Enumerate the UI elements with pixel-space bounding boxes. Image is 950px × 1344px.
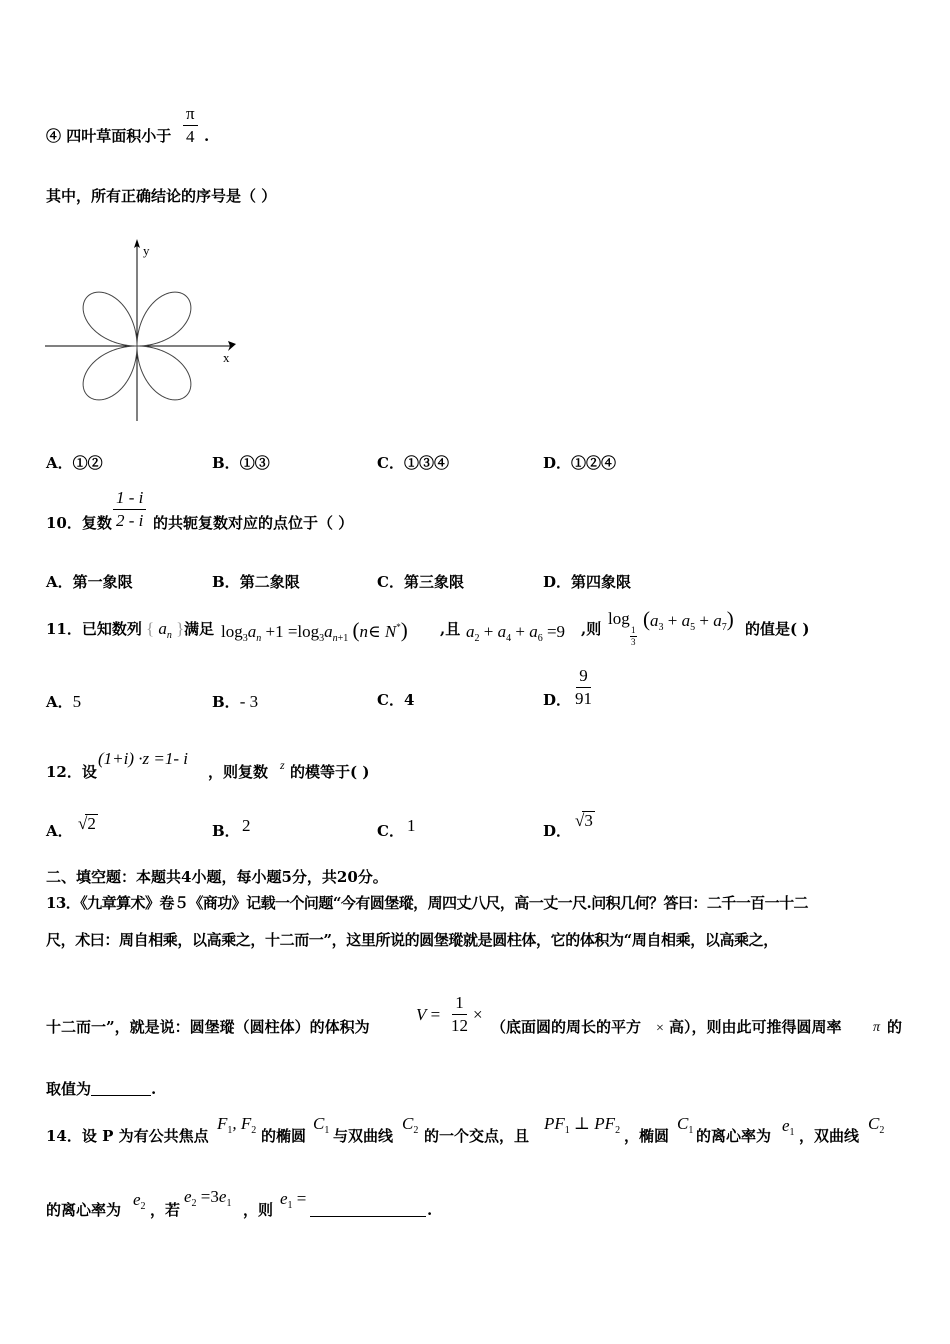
- q14-mid5: 的离心率为: [696, 1127, 772, 1145]
- q12-option-b-value: 2: [242, 816, 251, 835]
- q13-pi-symbol: π: [873, 1020, 881, 1035]
- q14-mid8: ，则: [243, 1201, 274, 1219]
- y-axis-label: y: [143, 243, 150, 258]
- frac-numerator: 9: [576, 667, 591, 688]
- q14-prefix: 14．设 P 为有公共焦点: [46, 1127, 209, 1145]
- q13-answer-end: .: [151, 1080, 157, 1098]
- option-text: 第三象限: [403, 573, 464, 591]
- option-text: ①②④: [571, 454, 617, 472]
- q14-mid2: 与双曲线: [333, 1127, 394, 1145]
- option-text: - 3: [239, 692, 259, 711]
- q14-answer-blank[interactable]: [310, 1216, 426, 1217]
- q11-log-base-fraction: $\frac{1}{3}$: [631, 625, 636, 647]
- q11-seq-brace: { $a_n$ }: [146, 619, 185, 641]
- q11-sum-value: 9: [556, 622, 566, 641]
- q11-sum-formula: $a_2 + a_4 + a_6 =9$: [466, 622, 566, 644]
- radicand: 3: [584, 811, 593, 830]
- q13-fraction: [448, 994, 471, 1035]
- option-letter: A．: [46, 822, 73, 840]
- q11-mid3: ,则: [581, 620, 602, 638]
- q13-answer-label: 取值为: [46, 1080, 92, 1098]
- q12-option-b[interactable]: [212, 824, 240, 839]
- q14-focus-2: F: [240, 1114, 252, 1133]
- option-letter: B．: [212, 693, 240, 711]
- option-letter: A．: [46, 573, 73, 591]
- q9-item4-period: .: [204, 127, 210, 145]
- q11-seq-sub: n: [166, 630, 172, 641]
- option-text: ①③④: [403, 454, 449, 472]
- q14-mid7: ，若: [150, 1201, 181, 1219]
- radicand: 2: [87, 814, 96, 833]
- frac-numerator: 1 - i: [113, 489, 146, 510]
- q14-line2-prefix: 的离心率为: [46, 1201, 122, 1219]
- q12-suffix: 的模等于( ): [290, 763, 370, 781]
- q12-option-a-sqrt: √2: [78, 814, 96, 833]
- option-letter: C．: [377, 573, 404, 591]
- q14-c1-b: $C_1$: [677, 1114, 694, 1136]
- q11-option-a[interactable]: [46, 693, 81, 710]
- option-letter: D．: [543, 822, 572, 840]
- option-letter: C．: [377, 691, 404, 709]
- q11-target-expression: $(a_3 + a_5 + a_7)$: [643, 607, 734, 633]
- q13-line2: 尺，术曰：周自相乘，以高乘之，十二而一”，这里所说的圆堡瑽就是圆柱体，它的体积为“周自相乘，以高乘之，: [46, 931, 778, 949]
- q14-mid6: ，双曲线: [799, 1127, 860, 1145]
- q14-c2-letter: C: [868, 1114, 880, 1133]
- option-letter: B．: [212, 822, 240, 840]
- q12-var-z: z: [280, 758, 285, 772]
- q13-line3-mid: （底面圆的周长的平方: [491, 1018, 642, 1036]
- q11-option-d[interactable]: [543, 693, 571, 708]
- q14-mid4: ，椭圆: [624, 1127, 670, 1145]
- q14-e2-a: $e_2$: [133, 1190, 146, 1212]
- option-text: 4: [403, 691, 415, 709]
- q12-prefix: 12．设: [46, 763, 97, 781]
- q14-c2-letter: C: [402, 1114, 414, 1133]
- q12-option-d[interactable]: [543, 824, 571, 839]
- q11-mid1: 满足: [184, 620, 215, 638]
- frac-denominator: 2 - i: [116, 510, 144, 530]
- four-leaf-clover-graph: [40, 236, 250, 431]
- q13-volume-formula: V =: [416, 1005, 441, 1024]
- q9-option-c[interactable]: [377, 456, 449, 471]
- option-letter: B．: [212, 573, 240, 591]
- q13-line3-prefix: 十二而一”，就是说：圆堡瑽（圆柱体）的体积为: [46, 1018, 370, 1036]
- q14-c1-letter: C: [313, 1114, 325, 1133]
- q14-c2-a: $C_2$: [402, 1114, 419, 1136]
- q14-c1-a: $C_1$: [313, 1114, 330, 1136]
- frac-denominator: 4: [186, 126, 195, 146]
- q14-condition: $e_2 =3e_1$: [184, 1187, 232, 1209]
- option-text: ①③: [239, 454, 270, 472]
- q11-suffix: 的值是( ): [745, 620, 810, 638]
- q13-answer-blank[interactable]: [91, 1095, 151, 1096]
- q12-option-d-sqrt: √3: [575, 811, 593, 830]
- q14-end: .: [427, 1201, 433, 1219]
- q14-c2-b: $C_2$: [868, 1114, 885, 1136]
- q11-recurrence-formula: $\log_3a_n +1 =\log_3a_{n+1}$ (n∈ N*): [221, 618, 408, 644]
- q12-equation: (1+i) ·z =1- i: [98, 749, 188, 768]
- q11-option-d-fraction: [572, 667, 595, 708]
- q13-times-sign-small: ×: [656, 1021, 664, 1036]
- q9-option-b[interactable]: [212, 456, 270, 471]
- q12-option-c-value: 1: [407, 816, 416, 835]
- option-letter: B．: [212, 454, 240, 472]
- q11-option-c[interactable]: [377, 693, 414, 708]
- option-text: 第一象限: [72, 573, 133, 591]
- option-text: ①②: [72, 454, 103, 472]
- option-letter: D．: [543, 573, 572, 591]
- q12-mid: ，则复数: [208, 763, 269, 781]
- option-letter: A．: [46, 693, 73, 711]
- q9-item4-text: ④ 四叶草面积小于: [46, 127, 172, 145]
- frac-denominator: 91: [575, 688, 592, 708]
- q12-option-a[interactable]: [46, 824, 73, 839]
- q10-option-d[interactable]: [543, 575, 631, 590]
- frac-numerator: π: [183, 105, 198, 126]
- option-letter: C．: [377, 822, 404, 840]
- q14-c1-letter: C: [677, 1114, 689, 1133]
- frac-denominator: 12: [451, 1015, 468, 1035]
- q14-e1-a: $e_1$: [782, 1116, 795, 1138]
- q10-option-b[interactable]: [212, 575, 300, 590]
- q14-mid3: 的一个交点，且: [424, 1127, 530, 1145]
- section2-heading: 二、填空题：本题共4小题，每小题5分，共20分。: [46, 868, 388, 886]
- q13-line3-mid2: 高），则由此可推得圆周率: [669, 1018, 842, 1036]
- q13-times-sign: ×: [473, 1005, 483, 1024]
- q9-question: 其中，所有正确结论的序号是（ ）: [46, 187, 277, 205]
- q13-formula-var: V: [416, 1005, 427, 1024]
- q14-foci: $F_1$, $F_2$: [217, 1114, 257, 1136]
- q10-option-a[interactable]: [46, 575, 133, 590]
- q13-line3-suffix: 的: [887, 1018, 903, 1036]
- q14-perpendicular: $PF_1$ ⊥ $PF_2$: [544, 1114, 621, 1136]
- q13-line1: 13．《九章算术》卷５《商功》记载一个问题“今有圆堡瑽，周四丈八尺，高一丈一尺.问积几何？答曰：二千一百一十二: [46, 894, 808, 912]
- log-base: 3: [242, 633, 248, 644]
- x-axis-label: x: [223, 350, 230, 365]
- q10-fraction: [113, 489, 146, 530]
- option-letter: D．: [543, 454, 572, 472]
- option-text: 第二象限: [239, 573, 300, 591]
- option-letter: D．: [543, 691, 572, 709]
- q11-seq-var: a: [158, 619, 167, 638]
- option-text: 5: [72, 692, 82, 711]
- q14-focus-1: F: [217, 1114, 228, 1133]
- q9-option-d[interactable]: [543, 456, 616, 471]
- q9-item4-fraction: [183, 105, 198, 146]
- q14-e1-answer: $e_1$ =: [280, 1189, 307, 1211]
- q10-prefix: 10．复数: [46, 514, 112, 532]
- option-letter: C．: [377, 454, 404, 472]
- q11-mid2: ,且: [440, 620, 461, 638]
- q11-log-one-third: log: [608, 609, 630, 628]
- q10-option-c[interactable]: [377, 575, 464, 590]
- option-text: 第四象限: [571, 573, 632, 591]
- q9-option-a[interactable]: [46, 456, 103, 471]
- q11-option-b[interactable]: [212, 693, 258, 710]
- q14-mid1: 的椭圆: [261, 1127, 307, 1145]
- q13-line4: [46, 1082, 156, 1097]
- option-letter: A．: [46, 454, 73, 472]
- q10-suffix: 的共轭复数对应的点位于（ ）: [153, 514, 354, 532]
- q11-prefix: 11．已知数列: [46, 620, 142, 638]
- q12-option-c[interactable]: [377, 824, 404, 839]
- frac-numerator: 1: [452, 994, 467, 1015]
